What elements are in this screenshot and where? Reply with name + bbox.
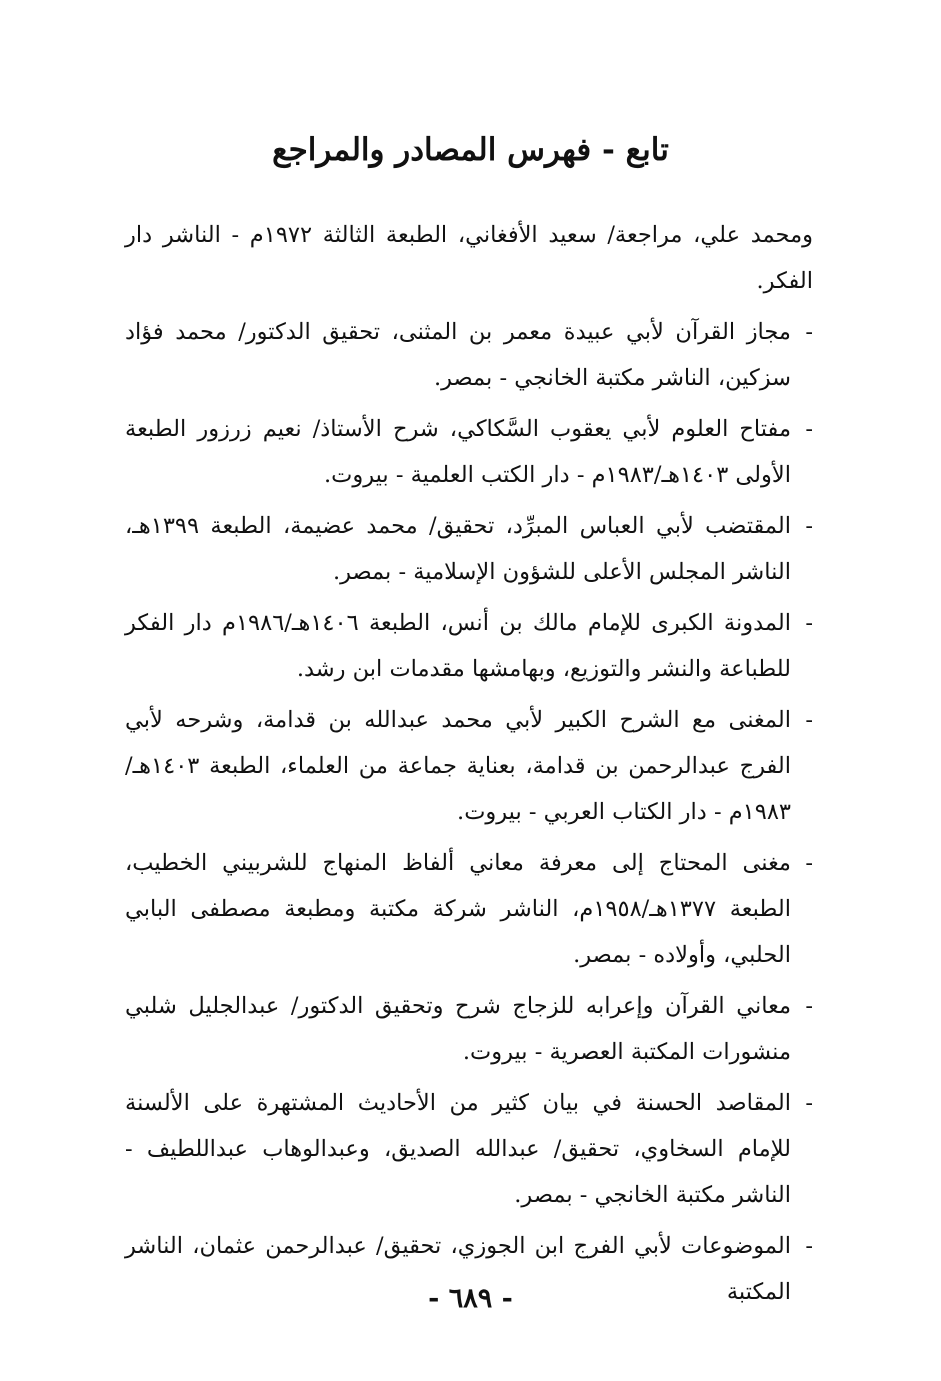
bibliography-entry: - الموضوعات لأبي الفرج ابن الجوزي، تحقيق/ عبدالرحمن عثمان، الناشر المكتبة <box>125 1223 813 1315</box>
bibliography-entry-continuation: ومحمد علي، مراجعة/ سعيد الأفغاني، الطبعة الثالثة ١٩٧٢م - الناشر دار الفكر. <box>125 222 813 294</box>
bibliography-entry: - المغنى مع الشرح الكبير لأبي محمد عبدالله بن قدامة، وشرحه لأبي الفرج عبدالرحمن بن قدامة، بعناية جماعة من العلماء، الطبعة ١٤٠٣هـ/١٩٨٣م - دار الكتاب العربي - بيروت. <box>125 697 813 835</box>
bibliography-entry: - مجاز القرآن لأبي عبيدة معمر بن المثنى، تحقيق الدكتور/ محمد فؤاد سزكين، الناشر مكتبة الخانجي - بمصر. <box>125 309 813 401</box>
bibliography-entry: - مغنى المحتاج إلى معرفة معاني ألفاظ المنهاج للشربيني الخطيب، الطبعة ١٣٧٧هـ/١٩٥٨م، الناشر شركة مكتبة ومطبعة مصطفى البابي الحلبي، وأولاده - بمصر. <box>125 840 813 978</box>
bibliography-entry: - معاني القرآن وإعرابه للزجاج شرح وتحقيق الدكتور/ عبدالجليل شلبي منشورات المكتبة العصرية - بيروت. <box>125 983 813 1075</box>
bibliography-entry: - المقاصد الحسنة في بيان كثير من الأحاديث المشتهرة على الألسنة للإمام السخاوي، تحقيق/ عبدالله الصديق، وعبدالوهاب عبداللطيف - الناشر مكتبة الخانجي - بمصر. <box>125 1080 813 1218</box>
page-number: - ٦٨٩ - <box>428 1283 513 1314</box>
bibliography-entry: - المدونة الكبرى للإمام مالك بن أنس، الطبعة ١٤٠٦هـ/١٩٨٦م دار الفكر للطباعة والنشر والتوزيع، وبهامشها مقدمات ابن رشد. <box>125 600 813 692</box>
bibliography-list <box>125 212 813 1320</box>
page-title: تابع - فهرس المصادر والمراجع <box>272 132 669 168</box>
bibliography-entry: - المقتضب لأبي العباس المبرِّد، تحقيق/ محمد عضيمة، الطبعة ١٣٩٩هـ، الناشر المجلس الأعلى للشؤون الإسلامية - بمصر. <box>125 503 813 595</box>
bibliography-entry: - مفتاح العلوم لأبي يعقوب السَّكاكي، شرح الأستاذ/ نعيم زرزور الطبعة الأولى ١٤٠٣هـ/١٩٨٣م - دار الكتب العلمية - بيروت. <box>125 406 813 498</box>
